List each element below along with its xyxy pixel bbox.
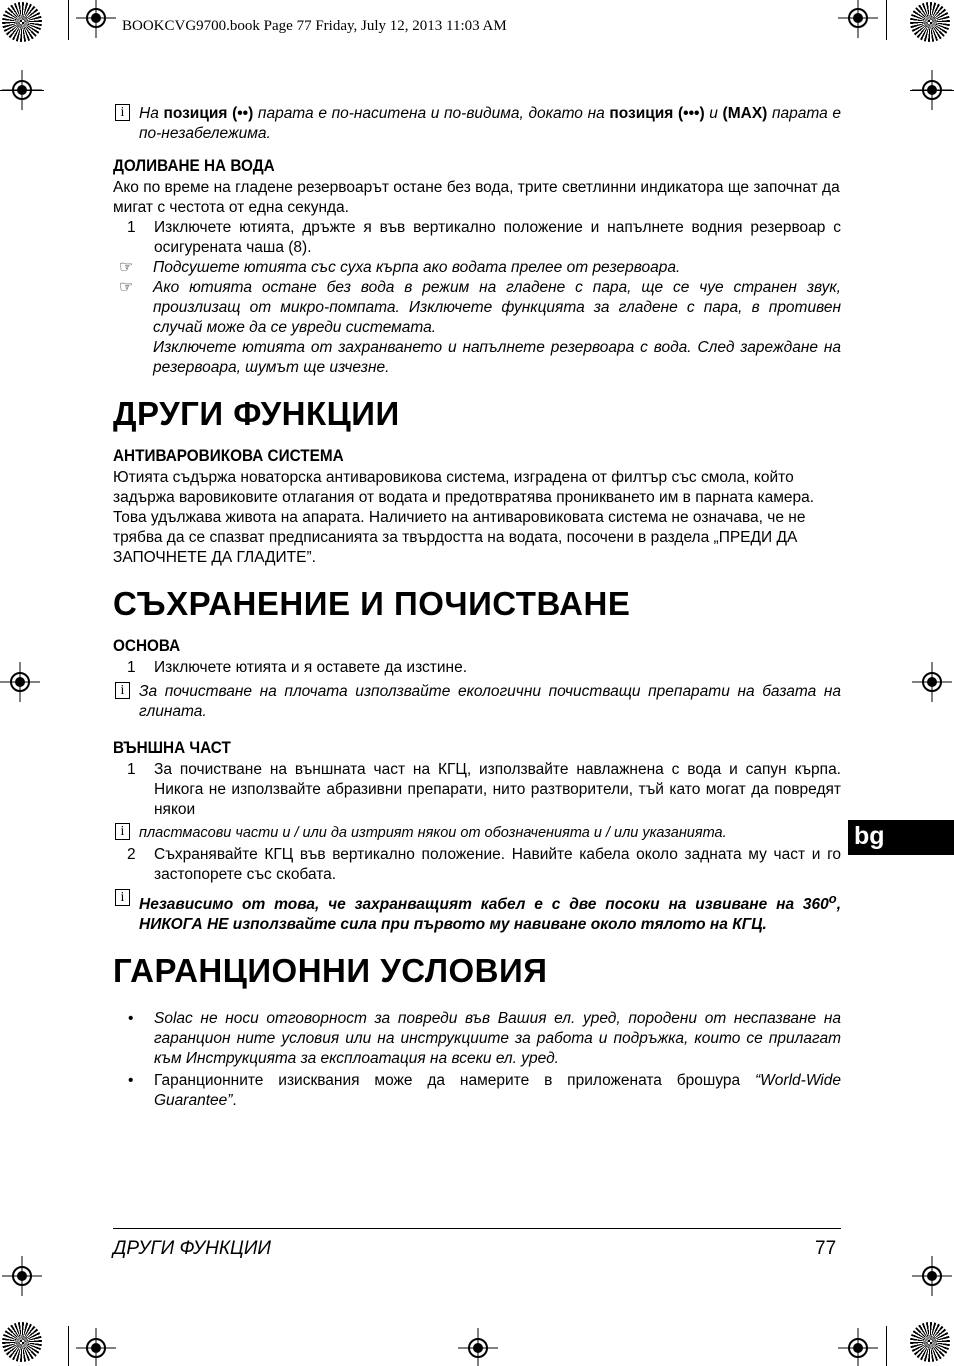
registration-mark-icon (912, 70, 952, 110)
step-number: 1 (127, 659, 136, 676)
step-number: 1 (127, 219, 136, 236)
tip-text: Подсушете ютията със суха кърпа ако водата прелее от резервоара. (153, 259, 681, 276)
footer-divider (113, 1228, 841, 1229)
intro-note-text: На позиция (••) парата е по-наситена и по-видима, докато на позиция (•••) и (MAX) парата е по-незабележима. (139, 105, 842, 142)
outer-heading: ВЪНШНА ЧАСТ (113, 738, 231, 757)
storage-title: СЪХРАНЕНИЕ И ПОЧИСТВАНЕ (113, 585, 631, 622)
warranty-title: ГАРАНЦИОННИ УСЛОВИЯ (113, 952, 548, 990)
registration-mark-icon (838, 0, 878, 40)
note-text: За почистване на плочата използвайте екологични почистващи препарати на базата на глината. (139, 683, 841, 720)
intro-note (113, 104, 841, 144)
registration-mark-icon (838, 1326, 878, 1366)
other-functions-title: ДРУГИ ФУНКЦИИ (113, 395, 400, 432)
outer-step-2 (113, 845, 841, 885)
crop-line-bottom-right (886, 1326, 887, 1366)
step-number: 2 (127, 846, 136, 863)
color-target-icon (2, 1322, 42, 1362)
anti-calc-heading: АНТИВАРОВИКОВА СИСТЕМА (113, 446, 344, 465)
step-text: Изключете ютията и я оставете да изстине. (154, 659, 468, 676)
crop-line-top-left (68, 0, 69, 40)
anti-calc-paragraph: Ютията съдържа новаторска антиваровикова система, изградена от филтър със смола, който задържа варовиковите отлагания от водата и предотвратява проникването им в парната камера. Това удължава живота на апарата. Наличието на антиваровиковата система не означава, че не трябва да се спазват предписанията за твърдостта на водата, посочени в раздела „ПРЕДИ ДА ЗАПОЧНЕТЕ ДА ГЛАДИТЕ”. (113, 469, 815, 566)
bullet-icon: • (128, 1010, 134, 1028)
outer-step-1 (113, 760, 841, 820)
page-number: 77 (815, 1238, 837, 1259)
registration-mark-icon (2, 1256, 42, 1296)
step-text: За почистване на външната част на КГЦ, използвайте навлажнена с вода и сапун кърпа. Никога не използвайте абразивни препарати, нито разтворители, тъй като могат да повредят някои (154, 761, 841, 818)
tip-text: Ако ютията остане без вода в режим на гладене с пара, ще се чуе странен звук, произлизащ от микро-помпата. Изключете функцията за гладене с пара, в противен случай може да се увреди системата. Изключете ютията от захранването и напълнете резервоара с вода. След зареждане на резервоара, шумът ще изчезне. (153, 279, 841, 376)
page-content (113, 104, 841, 1113)
pointing-hand-icon: ☞ (119, 279, 134, 296)
refill-step (113, 218, 841, 258)
color-target-icon (2, 2, 42, 42)
registration-mark-icon (76, 0, 116, 40)
refill-tip-1 (113, 258, 841, 278)
registration-mark-icon (76, 1326, 116, 1366)
bullet-text: Solac не носи отговорност за повреди във Вашия ел. уред, породени от неспазване на гаранцион ните условия или на инструкциите за работа и подръжка, които се прилагат към Инструкцията за експлоатация на всеки ел. уред. (154, 1010, 841, 1068)
registration-mark-icon (0, 662, 40, 702)
refill-heading: ДОЛИВАНЕ НА ВОДА (113, 156, 275, 175)
step-text: Съхранявайте КГЦ във вертикално положение. Навийте кабела около задната му част и го застопорете със скобата. (154, 846, 841, 883)
language-tab: bg (848, 820, 954, 855)
base-step (113, 658, 841, 678)
bullet-text: Гаранционните изисквания може да намерите в приложената брошура “World-Wide Guarantee”. (154, 1072, 841, 1110)
info-icon: i (115, 889, 130, 906)
info-icon: i (115, 104, 130, 121)
registration-mark-icon (912, 662, 952, 702)
warranty-bullet-1 (113, 1009, 841, 1069)
refill-tip-2 (113, 278, 841, 378)
note-text: Независимо от това, че захранващият кабел е с две посоки на извиване на 360$^o$, НИКОГА НЕ използвайте сила при първото му навиване около тялото на КГЦ. (139, 891, 841, 934)
pointing-hand-icon: ☞ (119, 259, 134, 276)
registration-mark-icon (912, 1256, 952, 1296)
color-target-icon (910, 2, 950, 42)
info-icon: i (115, 682, 130, 699)
footer-section: ДРУГИ ФУНКЦИИ (113, 1238, 272, 1259)
step-text: Изключете ютията, дръжте я във вертикално положение и напълнете водния резервоар с осигурената чаша (8). (154, 219, 841, 256)
step-number: 1 (127, 761, 136, 778)
crop-line-bottom-left (68, 1326, 69, 1366)
bullet-icon: • (128, 1072, 134, 1090)
registration-mark-icon (458, 1326, 498, 1366)
info-icon: i (115, 823, 130, 840)
outer-note-2 (113, 889, 841, 935)
refill-paragraph: Ако по време на гладене резервоарът остане без вода, трите светлинни индикатора ще започнат да мигат с честота от една секунда. (113, 179, 840, 216)
base-note (113, 682, 841, 722)
warranty-bullet-2 (113, 1071, 841, 1111)
base-heading: ОСНОВА (113, 636, 181, 655)
note-text: пластмасови части и / или да изтрият някои от обозначенията и / или указанията. (139, 825, 727, 841)
crop-line-top-right (886, 0, 887, 40)
file-header: BOOKCVG9700.book Page 77 Friday, July 12, 2013 11:03 AM (122, 18, 507, 34)
outer-note-1 (113, 823, 841, 843)
color-target-icon (910, 1322, 950, 1362)
registration-mark-icon (2, 70, 42, 110)
